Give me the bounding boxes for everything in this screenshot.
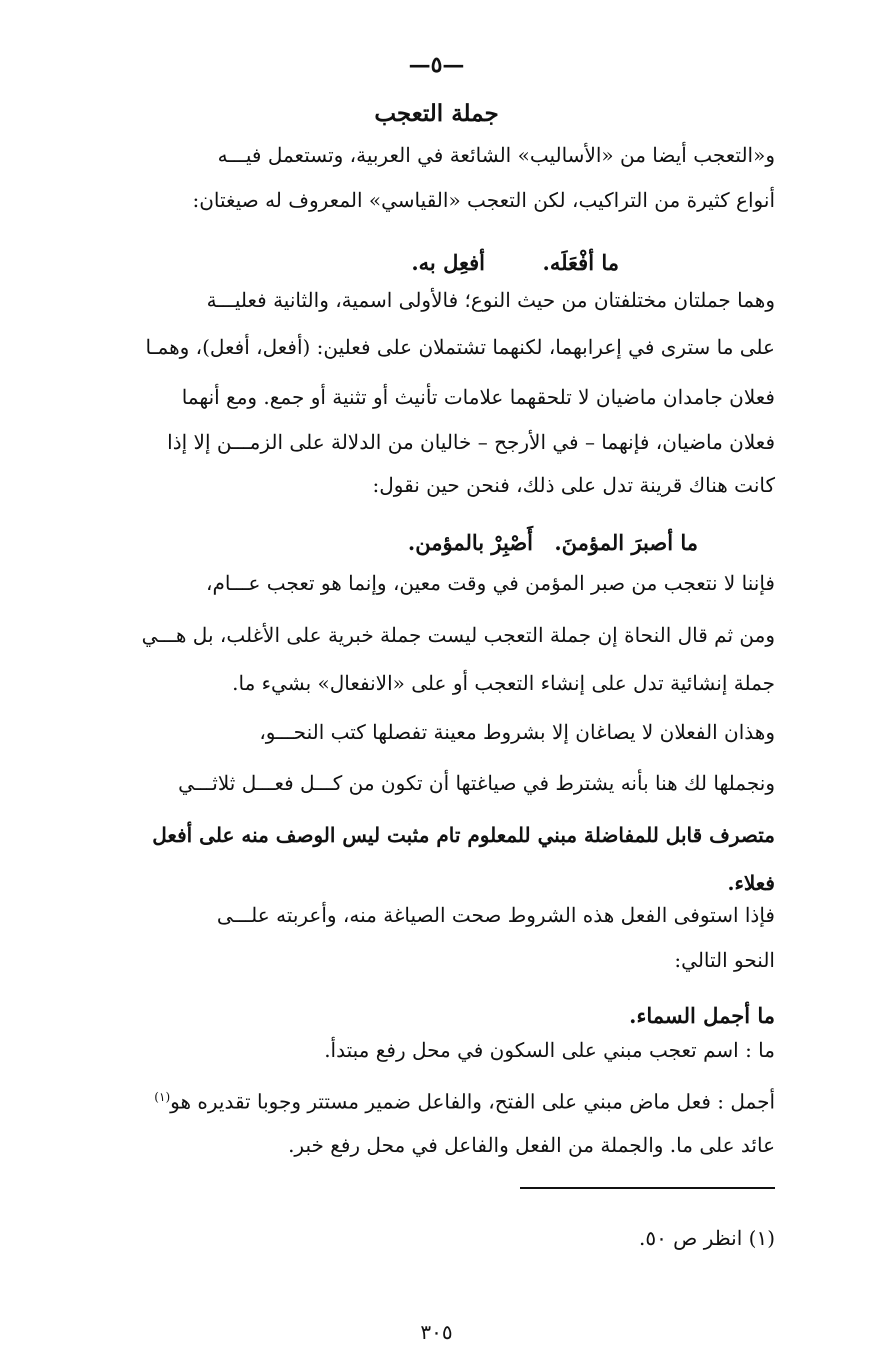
body-line: جملة إنشائية تدل على إنشاء التعجب أو على «الانفعال» بشيء ما.	[232, 671, 775, 695]
body-line: وهما جملتان مختلفتان من حيث النوع؛ فالأولى اسمية، والثانية فعليـــة	[206, 288, 775, 312]
footnote-divider	[520, 1187, 775, 1189]
body-line: ونجملها لك هنا بأنه يشترط في صياغتها أن تكون من كـــل فعـــل ثلاثـــي	[178, 771, 775, 795]
intro-line-1: و«التعجب أيضا من «الأساليب» الشائعة في العربية، وتستعمل فيـــه	[217, 143, 775, 167]
example-sentence: ما أجمل السماء.	[629, 1003, 775, 1028]
intro-line-2: أنواع كثيرة من التراكيب، لكن التعجب «القياسي» المعروف له صيغتان:	[192, 188, 775, 212]
formula-2a: ما أصبرَ المؤمنَ.	[554, 530, 698, 555]
analysis-line	[154, 1082, 775, 1117]
body-line: فعلان ماضيان، فإنهما – في الأرجح – خاليان من الدلالة على الزمـــن إلا إذا	[167, 430, 775, 454]
page-number: ٣٠٥	[420, 1320, 453, 1344]
formula-2b: أَصْبِرْ بالمؤمن.	[407, 530, 533, 555]
conditions-line: فعلاء.	[727, 871, 775, 895]
body-line: فإذا استوفى الفعل هذه الشروط صحت الصياغة منه، وأعربته علـــى	[216, 903, 775, 927]
analysis-text: أجمل : فعل ماض مبني على الفتح، والفاعل ضمير مستتر وجوبا تقديره هو	[170, 1089, 775, 1114]
analysis-line: عائد على ما. والجملة من الفعل والفاعل في محل رفع خبر.	[288, 1133, 775, 1157]
analysis-line: ما : اسم تعجب مبني على السكون في محل رفع مبتدأ.	[324, 1038, 775, 1062]
section-title: جملة التعجب	[374, 100, 499, 127]
body-line: على ما سترى في إعرابهما، لكنهما تشتملان على فعلين: (أفعل، أفعل)، وهمـا	[145, 335, 775, 359]
body-line: فإننا لا نتعجب من صبر المؤمن في وقت معين، وإنما هو تعجب عـــام،	[205, 571, 775, 595]
body-line: وهذان الفعلان لا يصاغان إلا بشروط معينة تفصلها كتب النحـــو،	[259, 720, 775, 744]
footnote-text: (١) انظر ص ٥٠.	[638, 1226, 775, 1250]
body-line: كانت هناك قرينة تدل على ذلك، فنحن حين نقول:	[372, 473, 775, 497]
body-line: فعلان جامدان ماضيان لا تلحقهما علامات تأنيث أو تثنية أو جمع. ومع أنهما	[181, 385, 775, 409]
footnote-ref[interactable]: (١)	[154, 1090, 171, 1104]
formula-1b: أفعِل به.	[411, 250, 485, 275]
conditions-line: متصرف قابل للمفاضلة مبني للمعلوم تام مثبت ليس الوصف منه على أفعل	[152, 823, 775, 847]
formula-1a: ما أفْعَلَه.	[542, 250, 619, 275]
body-line: ومن ثم قال النحاة إن جملة التعجب ليست جملة خبرية على الأغلب، بل هـــي	[141, 623, 775, 647]
body-line: النحو التالي:	[674, 948, 775, 972]
section-page-marker: —٥—	[408, 52, 465, 78]
